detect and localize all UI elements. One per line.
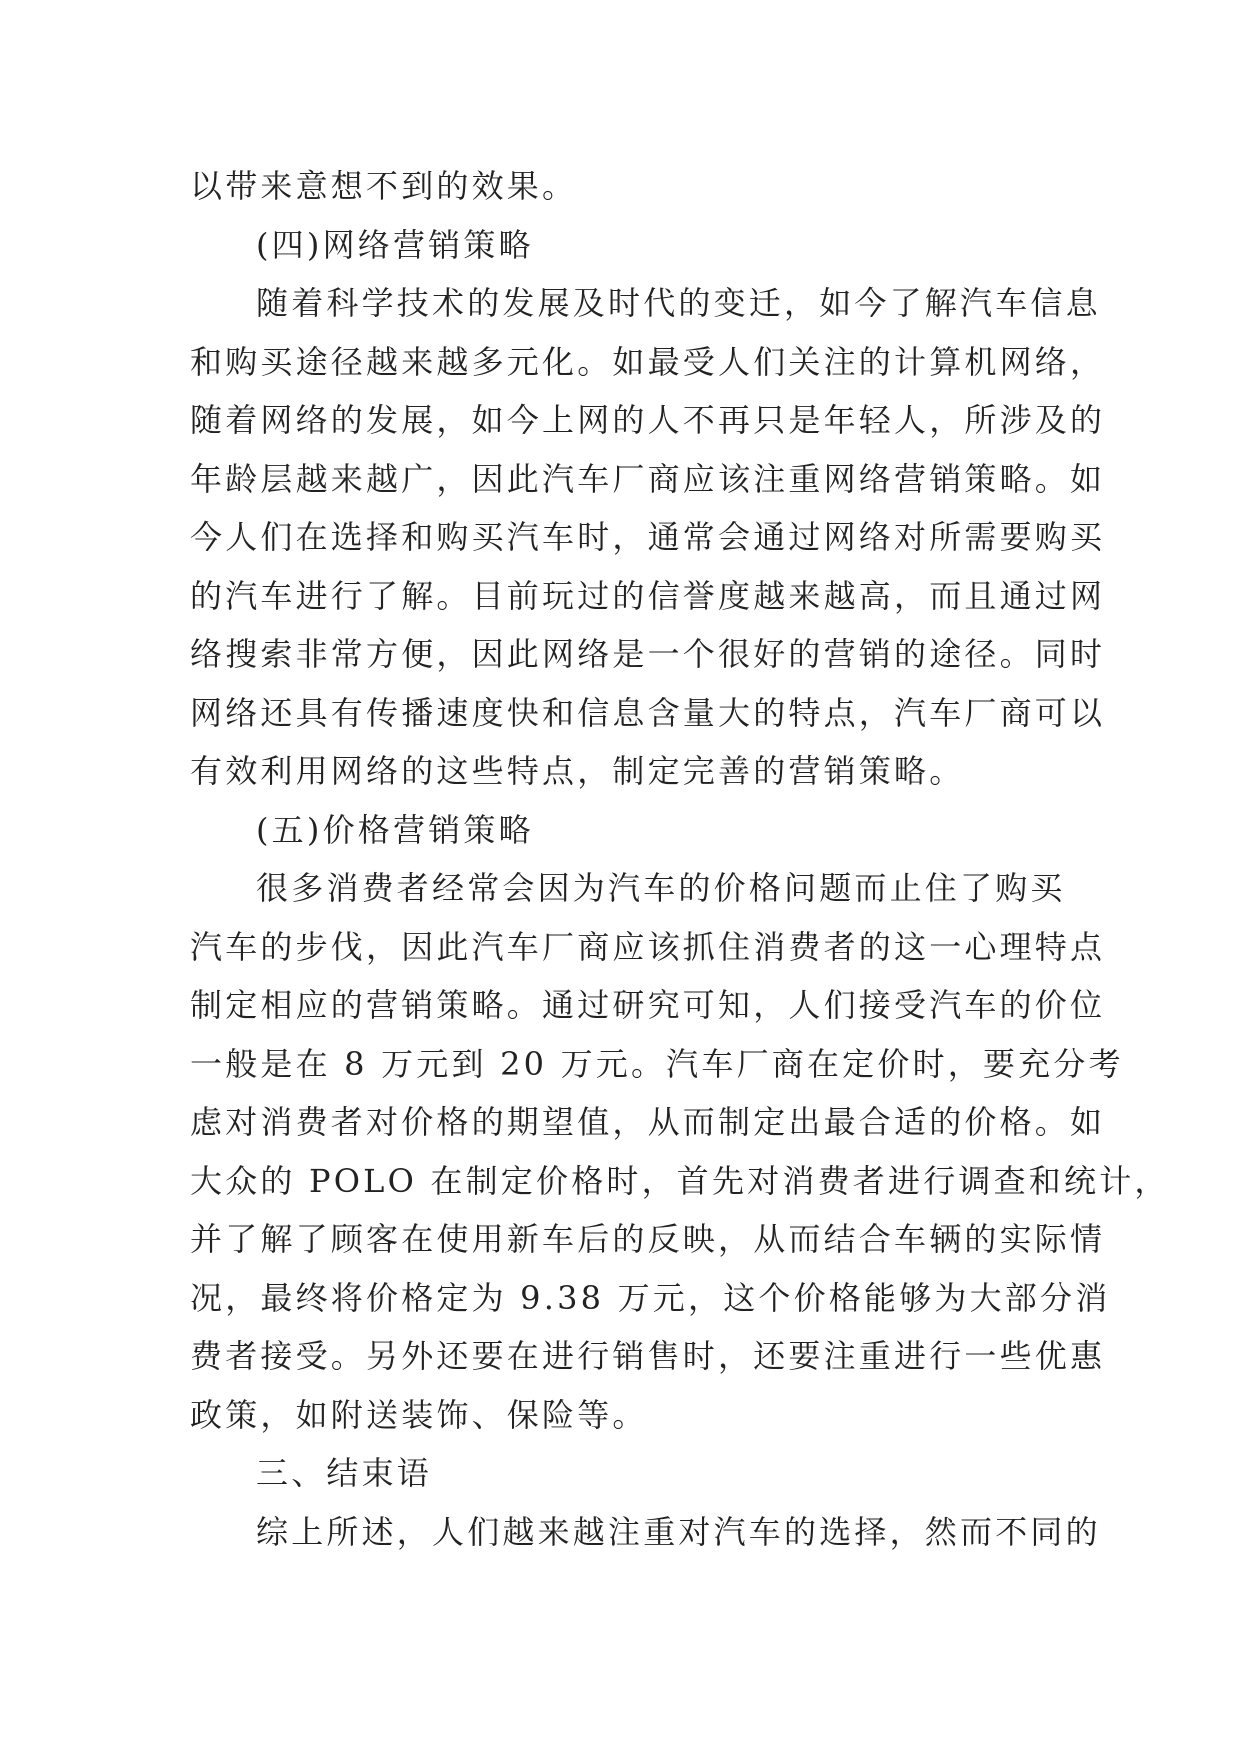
text-line: 今人们在选择和购买汽车时，通常会通过网络对所需要购买	[190, 518, 1106, 556]
section-heading: (五)价格营销策略	[256, 810, 534, 849]
text-line: 费者接受。另外还要在进行销售时，还要注重进行一些优惠	[190, 1337, 1106, 1375]
text-line: 虑对消费者对价格的期望值，从而制定出最合适的价格。如	[190, 1103, 1106, 1141]
text-line: 络搜索非常方便，因此网络是一个很好的营销的途径。同时	[190, 635, 1106, 673]
text-line: 并了解了顾客在使用新车后的反映，从而结合车辆的实际情	[190, 1220, 1106, 1258]
text-line: 制定相应的营销策略。通过研究可知，人们接受汽车的价位	[190, 986, 1106, 1024]
document-body	[190, 157, 1170, 1561]
section-heading: 三、结束语	[256, 1454, 433, 1492]
text-line: 的汽车进行了解。目前玩过的信誉度越来越高，而且通过网	[190, 576, 1106, 615]
section-heading: (四)网络营销策略	[256, 225, 534, 264]
text-line: 汽车的步伐，因此汽车厂商应该抓住消费者的这一心理特点	[190, 927, 1106, 966]
text-line: 综上所述，人们越来越注重对汽车的选择，然而不同的	[256, 1512, 1101, 1551]
text-line: 大众的 POLO 在制定价格时，首先对消费者进行调查和统计，	[190, 1161, 1170, 1200]
text-line: 况，最终将价格定为 9.38 万元，这个价格能够为大部分消	[190, 1278, 1111, 1317]
text-line: 很多消费者经常会因为汽车的价格问题而止住了购买	[256, 869, 1066, 907]
text-line: 年龄层越来越广，因此汽车厂商应该注重网络营销策略。如	[190, 459, 1106, 498]
text-line: 和购买途径越来越多元化。如最受人们关注的计算机网络，	[190, 342, 1106, 381]
text-line: 一般是在 8 万元到 20 万元。汽车厂商在定价时，要充分考	[190, 1044, 1124, 1083]
text-line: 网络还具有传播速度快和信息含量大的特点，汽车厂商可以	[190, 693, 1106, 732]
text-line: 有效利用网络的这些特点，制定完善的营销策略。	[190, 752, 965, 790]
text-line: 随着网络的发展，如今上网的人不再只是年轻人，所涉及的	[190, 401, 1106, 439]
text-line: 以带来意想不到的效果。	[190, 167, 578, 205]
text-line: 随着科学技术的发展及时代的变迁，如今了解汽车信息	[256, 284, 1101, 322]
text-line: 政策，如附送装饰、保险等。	[190, 1395, 648, 1434]
